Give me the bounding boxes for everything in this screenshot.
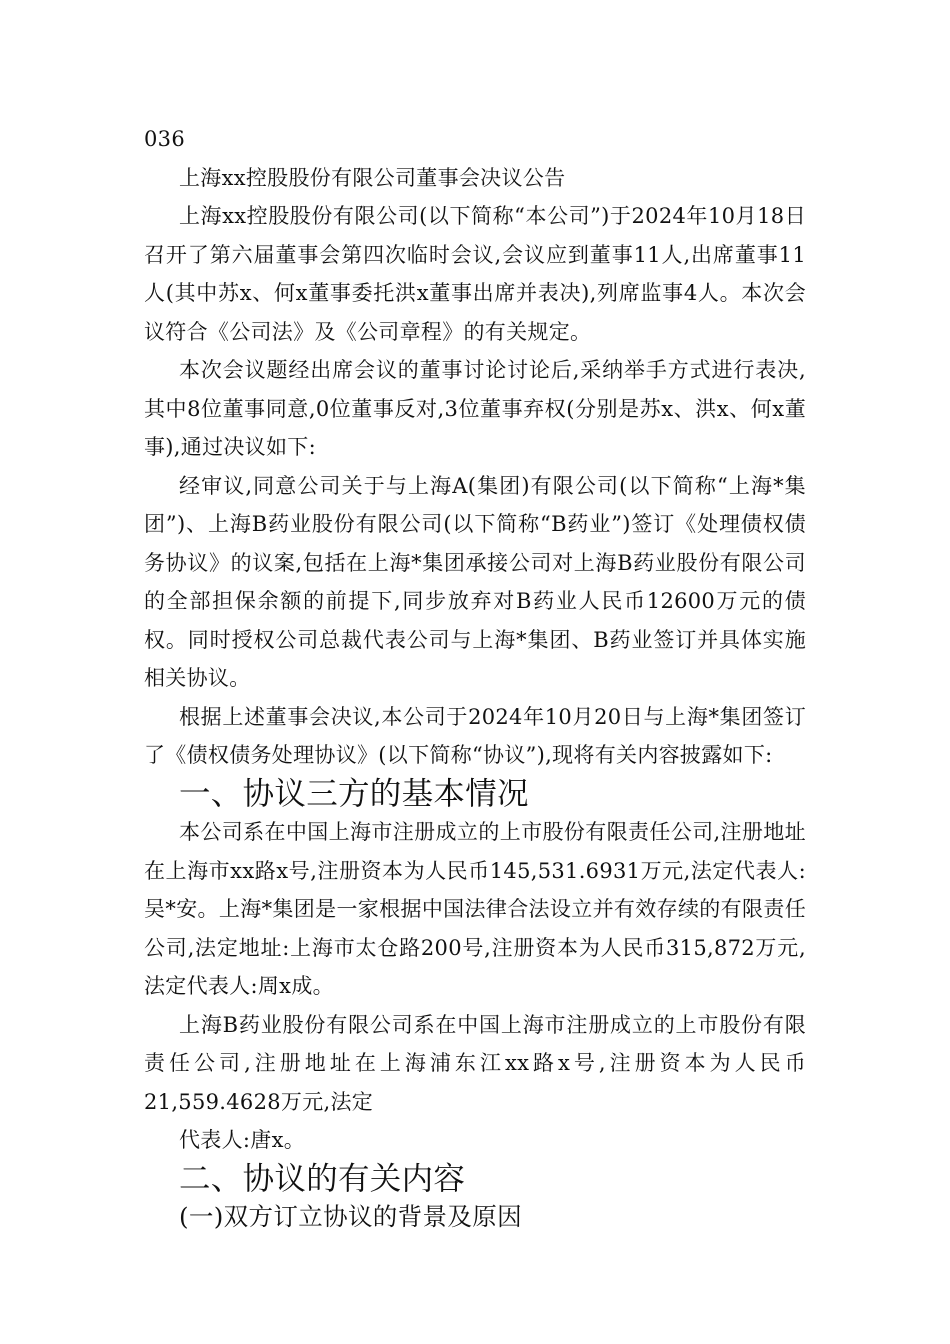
paragraph-resolution: 经审议,同意公司关于与上海A(集团)有限公司(以下简称“上海*集团”)、上海B药业股份有限公司(以下简称“B药业”)签订《处理债权债务协议》的议案,包括在上海*集团承接公司对上海B药业股份有限公司的全部担保余额的前提下,同步放弃对B药业人民币12600万元的债权。同时授权公司总裁代表公司与上海*集团、B药业签订并具体实施相关协议。 [144,473,806,690]
document-title: 上海xx控股股份有限公司董事会决议公告 [179,165,566,190]
section-heading-parties: 一、协议三方的基本情况 [179,775,529,812]
section-heading-agreement-content: 二、协议的有关内容 [179,1160,466,1197]
paragraph-voting: 本次会议题经出席会议的董事讨论讨论后,采纳举手方式进行表决,其中8位董事同意,0位董事反对,3位董事弃权(分别是苏x、洪x、何x董事),通过决议如下: [144,358,806,459]
paragraph-meeting-info: 上海xx控股股份有限公司(以下简称“本公司”)于2024年10月18日召开了第六届董事会第四次临时会议,会议应到董事11人,出席董事11人(其中苏x、何x董事委托洪x董事出席并表决),列席监事4人。本次会议符合《公司法》及《公司章程》的有关规定。 [144,204,806,344]
subsection-heading-background: (一)双方订立协议的背景及原因 [179,1202,522,1231]
paragraph-parties-info: 本公司系在中国上海市注册成立的上市股份有限责任公司,注册地址在上海市xx路x号,注册资本为人民币145,531.6931万元,法定代表人:吴*安。上海*集团是一家根据中国法律合法设立并有效存续的有限责任公司,法定地址:上海市太仓路200号,注册资本为人民币315,872万元,法定代表人:周x成。 [144,820,806,998]
paragraph-agreement-signing: 根据上述董事会决议,本公司于2024年10月20日与上海*集团签订了《债权债务处理协议》(以下简称“协议”),现将有关内容披露如下: [144,704,806,767]
document-code: 036 [144,127,185,151]
paragraph-b-pharma-info: 上海B药业股份有限公司系在中国上海市注册成立的上市股份有限责任公司,注册地址在上海浦东江xx路x号,注册资本为人民币21,559.4628万元,法定 [144,1012,806,1114]
document-page [144,120,806,1237]
paragraph-legal-rep: 代表人:唐x。 [179,1128,306,1152]
